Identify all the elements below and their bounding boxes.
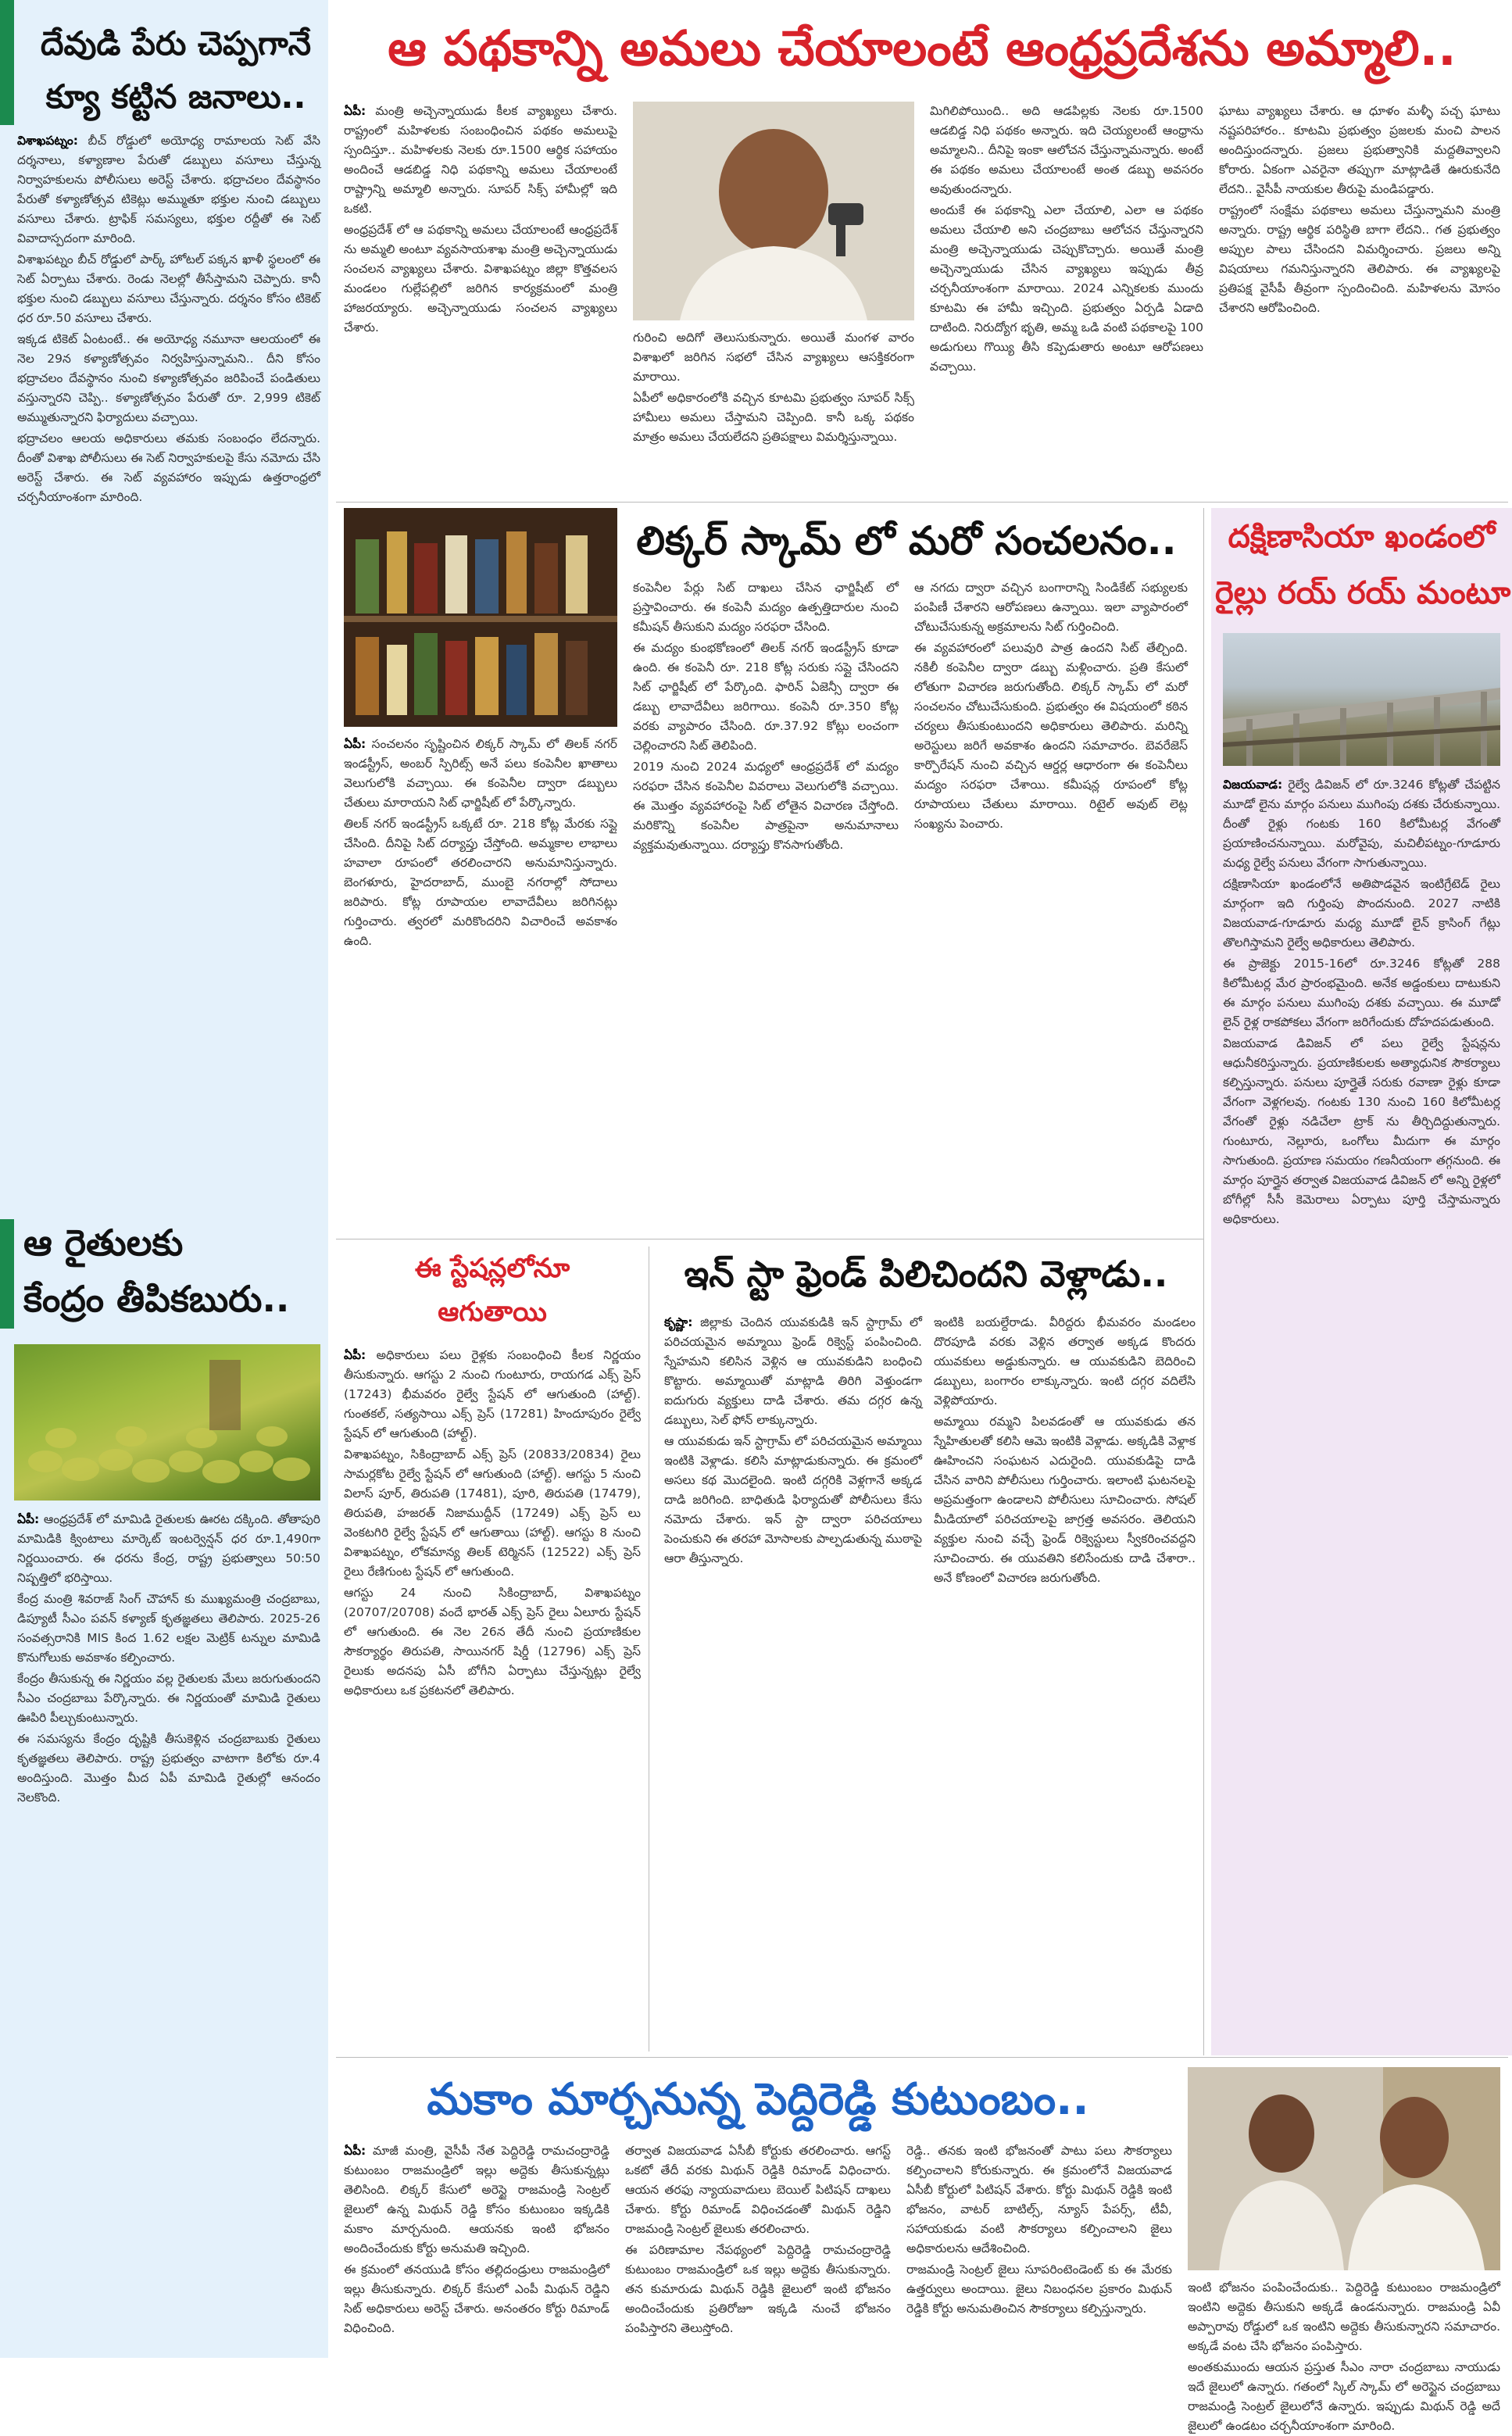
top-para: ఘాటు వ్యాఖ్యలు చేశారు. ఆ ధూళం మళ్ళీ పచ్చ ఘాటు నష్టపరిహారం.. కూటమి ప్రభుత్వం ప్రజలకు మంచి పాలన అందిస్తుందన్నారు. ప్రజలు ప్రభుత్వానికి మద్దతివ్వాలని కోరారు. ఏకంగా ఎవరైనా తప్పుగా మాట్లాడితే ఊరుకునేది లేదని.. వైసీపీ నాయకుల తీరుపై మండిపడ్డారు. bbox=[1219, 104, 1500, 196]
insta-para: జిల్లాకు చెందిన యువకుడికి ఇన్ స్టాగ్రామ్ లో పరిచయమైన అమ్మాయి ఫ్రెండ్ రిక్వెస్ట్ పంపించింది. స్నేహమని కలిసిన వెళ్లిన ఆ యువకుడిని బంధించి కొట్టారు. అమ్మాయితో మాట్లాడి తిరిగి వెళ్తుండగా ఐదుగురు వ్యక్తులు దాడి చేశారు. తమ దగ్గర ఉన్న డబ్బులు, సెల్ ఫోన్ లాక్కున్నారు. bbox=[664, 1315, 922, 1427]
story2-para: కేంద్ర మంత్రి శివరాజ్ సింగ్ చౌహాన్ కు ముఖ్యమంత్రి చంద్రబాబు, డిప్యూటీ సీఎం పవన్ కళ్యాణ్ కృతజ్ఞతలు తెలిపారు. 2025-26 సంవత్సరానికి MIS కింద 1.62 లక్షల మెట్రిక్ టన్నుల మామిడి కొనుగోలుకు అవకాశం కల్పించారు. bbox=[17, 1592, 320, 1665]
peddireddy-para: ఈ క్రమంలో తనయుడి కోసం తల్లిదండ్రులు రాజమండ్రిలో ఇల్లు తీసుకున్నారు. లిక్కర్ కేసులో ఎంపీ మిథున్ రెడ్డిని సిట్ అధికారులు అరెస్ట్ చేశారు. అనంతరం కోర్టు రిమాండ్ విధించింది. bbox=[344, 2263, 609, 2335]
peddireddy-para: తర్వాత విజయవాడ ఏసీబీ కోర్టుకు తరలించారు. ఆగస్ట్ ఒకటో తేదీ వరకు మిథున్ రెడ్డికి రిమాండ్ విధించారు. ఆయన తరఫు న్యాయవాదులు బెయిల్ పిటిషన్ దాఖలు చేశారు. కోర్టు రిమాండ్ విధించడంతో మిథున్ రెడ్డిని రాజమండ్రి సెంట్రల్ జైలుకు తరలించారు. bbox=[625, 2144, 891, 2236]
story1-dateline: విశాఖపట్నం: bbox=[17, 134, 78, 148]
railway-para: ఈ ప్రాజెక్టు 2015-16లో రూ.3246 కోట్లతో 288 కిలోమీటర్ల మేర ప్రారంభమైంది. అనేక అడ్డంకులు దాటుకుని ఈ మార్గం పనులు ముగింపు దశకు వచ్చాయి. ఈ మూడో లైన్ రైళ్ల రాకపోకలు వేగంగా జరిగేందుకు దోహదపడుతుంది. bbox=[1223, 957, 1500, 1029]
mango-heap-icon bbox=[14, 1344, 320, 1501]
top-col1 bbox=[344, 102, 617, 492]
top-dateline: ఏపీ: bbox=[344, 104, 366, 118]
story2-dateline: ఏపీ: bbox=[17, 1512, 40, 1526]
top-para: మిగిలిపోయింది.. అది ఆడపిల్లకు నెలకు రూ.1500 ఆడబిడ్డ నిధి పథకం అన్నారు. ఇది చెయ్యలంటే ఆంధ్రాను అమ్మాలని.. దీనిపై ఇంకా ఆలోచన చేస్తున్నామన్నారు. అంటే ఈ పథకం అమలు చేయాలంటే అంత డబ్బు అవసరం అవుతుందన్నారు. bbox=[930, 104, 1203, 196]
peddireddy-para: రాజమండ్రి సెంట్రల్ జైలు సూపరింటెండెంట్ కు ఈ మేరకు ఉత్తర్వులు అందాయి. జైలు నిబంధనల ప్రకారం మిథున్ రెడ్డికి కోర్టు అనుమతించిన సౌకర్యాలు కల్పిస్తున్నారు. bbox=[906, 2263, 1172, 2316]
liquor-para: ఈ వ్యవహారంలో పలువురి పాత్ర ఉందని సిట్ తేల్చింది. నకిలీ కంపెనీల ద్వారా డబ్బు మళ్లించారు. ప్రతి కేసులో లోతుగా విచారణ జరుగుతోంది. లిక్కర్ స్కామ్ లో మరో సంచలనం చోటుచేసుకుంది. ప్రభుత్వం ఈ విషయంలో కఠిన చర్యలు తీసుకుంటుందని అధికారులు తెలిపారు. మరిన్ని అరెస్టులు జరిగే అవకాశం ఉందని సమాచారం. బెవరేజెస్ కార్పొరేషన్ నుంచి వచ్చిన ఆర్డర్ల ఆధారంగా ఈ కంపెనీలు మద్యం సరఫరా చేశాయి. కమీషన్ల రూపంలో కోట్ల రూపాయలు చేతులు మారాయి. రిటైల్ అవుట్ లెట్ల సంఖ్యను పెంచారు. bbox=[914, 641, 1188, 831]
peddireddy-family-photo bbox=[1188, 2067, 1500, 2270]
top-para: రాష్ట్రంలో సంక్షేమ పథకాలు అమలు చేస్తున్నామని మంత్రి అన్నారు. రాష్ట్ర ఆర్థిక పరిస్థితి బాగా లేదని.. గత ప్రభుత్వం అప్పుల పాలు చేసిందని విమర్శించారు. ప్రజలు అన్ని విషయాలు గమనిస్తున్నారని తెలిపారు. ఈ వ్యాఖ్యలపై ప్రతిపక్ష వైసీపీ తీవ్రంగా స్పందించింది. మహిళలను మోసం చేశారని ఆరోపించింది. bbox=[1219, 203, 1500, 315]
insta-para: ఇంటికి బయల్దేరాడు. వీరిద్దరు భీమవరం మండలం దొరపూడి వరకు వెళ్లిన తర్వాత అక్కడ కొందరు యువకులు అడ్డుకున్నారు. ఆ యువకుడిని బెదిరించి డబ్బులు, బంగారం లాక్కున్నారు. ఇంటి దగ్గర వదిలేసి వెళ్లిపోయారు. bbox=[934, 1315, 1196, 1408]
liquor-para: తిలక్ నగర్ ఇండస్ట్రీస్ ఒక్కటే రూ. 218 కోట్ల మేరకు సప్లై చేసింది. దీనిపై సిట్ దర్యాప్తు చేస్తోంది. అమ్మకాల లాభాలు హవాలా రూపంలో తరలించారని అనుమానిస్తున్నారు. బెంగళూరు, హైదరాబాద్, ముంబై నగరాల్లో సోదాలు జరిపారు. కోట్ల రూపాయల లావాదేవీలు జరిగినట్లు గుర్తించారు. త్వరలో మరికొందరిని విచారించే అవకాశం ఉంది. bbox=[344, 817, 617, 948]
stations-para: ఆగస్టు 24 నుంచి సికింద్రాబాద్, విశాఖపట్నం (20707/20708) వందే భారత్ ఎక్స్ ప్రెస్ రైలు ఏలూరు స్టేషన్ లో ఆగుతుంది. ఈ నెల 26న తేదీ నుంచి ప్రయాణికుల సౌకర్యార్థం తిరుపతి, సాయినగర్ షిర్డీ (12796) ఎక్స్ ప్రెస్ రైలుకు అదనపు ఏసీ బోగీని ఏర్పాటు చేస్తున్నట్లు రైల్వే అధికారులు ఒక ప్రకటనలో తెలిపారు. bbox=[344, 1586, 641, 1697]
peddireddy-para: ఇంటి భోజనం పంపించేందుకు.. పెద్దిరెడ్డి కుటుంబం రాజమండ్రిలో ఇంటిని అద్దెకు తీసుకుని అక్కడే ఉండనున్నారు. రాజమండ్రి ఏవీ అప్పారావు రోడ్డులో ఒక ఇంటిని అద్దెకు తీసుకున్నారని సమాచారం. అక్కడే వంట చేసి భోజనం పంపిస్తారు. bbox=[1188, 2280, 1500, 2353]
stations-headline-line2: ఆగుతాయి bbox=[438, 1297, 547, 1328]
insta-para: అమ్మాయి రమ్మని పిలవడంతో ఆ యువకుడు తన స్నేహితులతో కలిసి ఆమె ఇంటికి వెళ్లాడు. అక్కడికి వెళ్లాక ఊహించని సంఘటన ఎదురైంది. యువకుడిపై దాడి చేసిన వారిని పోలీసులు గుర్తించారు. ఇలాంటి ఘటనలపై అప్రమత్తంగా ఉండాలని పోలీసులు సూచించారు. సోషల్ మీడియాలో పరిచయాలపై జాగ్రత్త అవసరం. తెలియని వ్యక్తుల నుంచి వచ్చే ఫ్రెండ్ రిక్వెస్టులు స్వీకరించవద్దని సూచించారు. ఈ యువతిని కలిసేందుకు దాడి చేశారా.. అనే కోణంలో విచారణ జరుగుతోంది. bbox=[934, 1415, 1196, 1585]
insta-col1 bbox=[664, 1313, 922, 2040]
top-col3 bbox=[930, 102, 1203, 492]
peddireddy-para: అంతకుముందు ఆయన ప్రస్తుత సీఎం నారా చంద్రబాబు నాయుడు ఇదే జైలులో ఉన్నారు. గతంలో స్కిల్ స్కామ్ లో అరెస్టైన చంద్రబాబు రాజమండ్రి సెంట్రల్ జైలులోనే ఉన్నారు. ఇప్పుడు మిథున్ రెడ్డి అదే జైలులో ఉండటం చర్చనీయాంశంగా మారింది. bbox=[1188, 2360, 1500, 2433]
minister-portrait-photo bbox=[633, 102, 914, 320]
top-para: అందుకే ఈ పథకాన్ని ఎలా చేయాలి, ఎలా ఆ పథకం అమలు చేయాలి అని చంద్రబాబు ఆలోచన చేస్తున్నారని మంత్రి అచ్చెన్నాయుడు చెప్పుకొచ్చారు. అయితే మంత్రి అచ్చెన్నాయుడు చేసిన వ్యాఖ్యలు ఇప్పుడు తీవ్ర చర్చనీయాంశంగా మారాయి. 2024 ఎన్నికలకు ముందు కూటమి ఈ హామీ ఇచ్చింది. ప్రభుత్వం ఏర్పడి ఏడాది దాటింది. నిరుద్యోగ భృతి, అమ్మ ఒడి వంటి పథకాలపై 100 అడుగులు గొయ్యి తీసి కప్పెడుతారు అంటూ ఆరోపణలు వచ్చాయి. bbox=[930, 203, 1203, 374]
story2-headline-line2: కేంద్రం తీపికబురు.. bbox=[23, 1278, 290, 1320]
story2-para: ఆంధ్రప్రదేశ్ లో మామిడి రైతులకు ఊరట దక్కింది. తోతాపురి మామిడికి క్వింటాలు మార్కెట్ ఇంటర్వెన్షన్ ధర రూ.1,490గా నిర్ణయించారు. ఈ ధరను కేంద్ర, రాష్ట్ర ప్రభుత్వాలు 50:50 నిష్పత్తిలో భరిస్తాయి. bbox=[17, 1512, 320, 1585]
top-col4 bbox=[1219, 102, 1500, 492]
story1-para: విశాఖపట్నం బీచ్ రోడ్డులో పార్క్ హోటల్ పక్కన ఖాళీ స్థలంలో ఈ సెట్ ఏర్పాటు చేశారు. రెండు నెలల్లో తీసేస్తామని చెప్పారు. కానీ భక్తుల నుంచి డబ్బులు వసూలు చేస్తున్నారు. దర్శనం కోసం టికెట్ ధర రూ.50 వసూలు చేశారు. bbox=[17, 252, 320, 325]
peddireddy-family-icon bbox=[1188, 2067, 1500, 2270]
railway-dateline: విజయవాడ: bbox=[1223, 778, 1283, 792]
peddireddy-headline: మకాం మార్చనున్న పెద్దిరెడ్డి కుటుంబం.. bbox=[427, 2074, 1089, 2125]
story1-para: బీచ్ రోడ్డులో అయోధ్య రామాలయ సెట్ వేసి దర్శనాలు, కళ్యాణాల పేరుతో డబ్బులు వసూలు చేస్తున్న నిర్వాహకులను పోలీసులు అరెస్ట్ చేశారు. భద్రాచలం దేవస్థానం పేరుతో కళ్యాణోత్సవ టికెట్లు అమ్ముతూ భక్తుల నుంచి డబ్బులు వసూలు చేశారు. ట్రాఫిక్ సమస్యలు, భక్తుల రద్దీతో ఈ సెట్ వివాదాస్పదంగా మారింది. bbox=[17, 134, 320, 245]
peddireddy-para: ఈ పరిణామాల నేపథ్యంలో పెద్దిరెడ్డి రామచంద్రారెడ్డి కుటుంబం రాజమండ్రిలో ఒక ఇల్లు అద్దెకు తీసుకున్నారు. తన కుమారుడు మిథున్ రెడ్డికి జైలులో ఇంటి భోజనం అందించేందుకు ప్రతిరోజూ ఇక్కడి నుంచే భోజనం పంపిస్తారని తెలుస్తోంది. bbox=[625, 2243, 891, 2335]
story1-headline-line2: క్యూ కట్టిన జనాలు.. bbox=[45, 77, 306, 116]
railway-body bbox=[1223, 775, 1500, 2041]
top-headline: ఆ పథకాన్ని అమలు చేయాలంటే ఆంధ్రప్రదేశను అమ్మాలి.. bbox=[388, 20, 1457, 77]
liquor-bottles-icon bbox=[344, 508, 617, 727]
stations-headline-line1: ఈ స్టేషన్లలోనూ bbox=[414, 1253, 570, 1284]
divider-v-liquor bbox=[1203, 508, 1204, 2055]
story2-body bbox=[17, 1510, 320, 2338]
stations-dateline: ఏపీ: bbox=[344, 1348, 366, 1362]
peddireddy-col1 bbox=[344, 2141, 609, 2352]
railway-para: దక్షిణాసియా ఖండంలోనే అతిపొడవైన ఇంటిగ్రేటెడ్ రైలు మార్గంగా ఇది గుర్తింపు పొందనుంది. 2027 నాటికి విజయవాడ-గూడూరు మధ్య మూడో లైన్ క్రాసింగ్ గేట్లు తొలగిస్తామని రైల్వే అధికారులు తెలిపారు. bbox=[1223, 877, 1500, 950]
story1-para: భద్రాచలం ఆలయ అధికారులు తమకు సంబంధం లేదన్నారు. దీంతో విశాఖ పోలీసులు ఈ సెట్ నిర్వాహకులపై కేసు నమోదు చేసి అరెస్ట్ చేశారు. ఈ సెట్ వ్యవహారం ఇప్పుడు ఉత్తరాంధ్రలో చర్చనీయాంశంగా మారింది. bbox=[17, 431, 320, 504]
liquor-col2 bbox=[633, 578, 899, 1235]
peddireddy-dateline: ఏపీ: bbox=[344, 2144, 366, 2158]
liquor-headline: లిక్కర్ స్కామ్ లో మరో సంచలనం.. bbox=[636, 518, 1177, 563]
peddireddy-col4 bbox=[1188, 2278, 1500, 2433]
insta-col2 bbox=[934, 1313, 1196, 2040]
story2-headline-line1: ఆ రైతులకు bbox=[23, 1222, 184, 1264]
story1-para: ఇక్కడ టికెట్ ఏంటంటే.. ఈ అయోధ్య నమూనా ఆలయంలో ఈ నెల 29న కళ్యాణోత్సవం నిర్వహిస్తున్నామని.. దీని కోసం భద్రాచలం దేవస్థానం నుంచి కళ్యాణోత్సవం జరిపించే పండితులు వస్తున్నారని చెప్పి.. కళ్యాణోత్సవం పేరుతో రూ. 2,999 టికెట్ అమ్ముతున్నారని ఫిర్యాదులు వచ్చాయి. bbox=[17, 332, 320, 424]
top-para: అంధ్రప్రదేశ్ లో ఆ పథకాన్ని అమలు చేయాలంటే ఆంధ్రప్రదేశ్ ను అమ్మలి అంటూ వ్యవసాయశాఖ మంత్రి అచ్చెన్నాయుడు సంచలన వ్యాఖ్యలు చేశారు. విశాఖపట్నం జిల్లా కొత్తవలస మండలం గుల్లేపల్లిలో జరిగిన కార్యక్రమంలో మంత్రి హాజరయ్యారు. అచ్చెన్నాయుడు సంచలన వ్యాఖ్యలు చేశారు. bbox=[344, 223, 617, 334]
peddireddy-para: మాజీ మంత్రి, వైసీపీ నేత పెద్దిరెడ్డి రామచంద్రారెడ్డి కుటుంబం రాజమండ్రిలో ఇల్లు అద్దెకు తీసుకున్నట్లు తెలిసింది. లిక్కర్ కేసులో అరెస్టై రాజమండ్రి సెంట్రల్ జైలులో ఉన్న మిథున్ రెడ్డి కోసం కుటుంబం ఇక్కడికి మకాం మార్చనుంది. ఆయనకు ఇంటి భోజనం అందించేందుకు కోర్టు అనుమతి ఇచ్చింది. bbox=[344, 2144, 609, 2255]
insta-headline: ఇన్ స్టా ఫ్రెండ్ పిలిచిందని వెళ్లాడు.. bbox=[684, 1253, 1168, 1295]
minister-portrait-icon bbox=[633, 102, 914, 320]
top-para: మంత్రి అచ్చెన్నాయుడు కీలక వ్యాఖ్యలు చేశారు. రాష్ట్రంలో మహిళలకు సంబంధించిన పథకం అమలుపై స్పందిస్తూ.. మహిళలకు నెలకు రూ.1500 ఆర్థిక సహాయం అందించే ఆడబిడ్డ నిధి పథకాన్ని అమలు చేయాలంటే రాష్ట్రాన్ని అమ్మాలి అన్నారు. సూపర్ సిక్స్ హామీల్లో ఇది ఒకటి. bbox=[344, 104, 617, 216]
liquor-para: 2019 నుంచి 2024 మధ్యలో ఆంధ్రప్రదేశ్ లో మద్యం సరఫరా చేసిన కంపెనీల వివరాలు వెలుగులోకి వచ్చాయి. ఈ మొత్తం వ్యవహారంపై సిట్ లోతైన విచారణ చేస్తోంది. మరికొన్ని కంపెనీల పాత్రపైనా అనుమానాలు వ్యక్తమవుతున్నాయి. దర్యాప్తు కొనసాగుతోంది. bbox=[633, 760, 899, 852]
liquor-para: ఈ మద్యం కుంభకోణంలో తిలక్ నగర్ ఇండస్ట్రీస్ కూడా ఉంది. ఈ కంపెనీ రూ. 218 కోట్ల సరుకు సప్లై చేసిందని సిట్ ఛార్జిషీట్ లో పేర్కొంది. ఫారిన్ ఏజెన్సీ ద్వారా ఈ డబ్బు లావాదేవీలు జరిగాయి. కంపెనీ రూ.350 కోట్ల వరకు వ్యాపారం చేసింది. రూ.37.92 కోట్లు లంచంగా చెల్లించారని సిట్ తెలిపింది. bbox=[633, 641, 899, 753]
top-para: గురించి అదిగో తెలుసుకున్నారు. అయితే మంగళ వారం విశాఖలో జరిగిన సభలో చేసిన వ్యాఖ్యలు ఆసక్తికరంగా మారాయి. bbox=[633, 331, 914, 384]
railway-headline-line2: రైల్లు రయ్ రయ్ మంటూ bbox=[1215, 575, 1511, 611]
story1-body bbox=[17, 131, 320, 1210]
mango-heap-photo bbox=[14, 1344, 320, 1501]
liquor-col1 bbox=[344, 735, 617, 1235]
peddireddy-col3 bbox=[906, 2141, 1172, 2352]
liquor-dateline: ఏపీ: bbox=[344, 737, 366, 751]
peddireddy-para: రెడ్డి.. తనకు ఇంటి భోజనంతో పాటు పలు సౌకర్యాలు కల్పించాలని కోరుకున్నారు. ఈ క్రమంలోనే విజయవాడ ఏసీబీ కోర్టులో పిటిషన్ వేశారు. కోర్టు మిథున్ రెడ్డికి ఇంటి భోజనం, వాటర్ బాటిల్స్, న్యూస్ పేపర్స్, టీవీ, సహాయకుడు వంటి సౌకర్యాలు కల్పించాలని జైలు అధికారులను ఆదేశించింది. bbox=[906, 2144, 1172, 2255]
insta-para: ఆ యువకుడు ఇన్ స్టాగ్రామ్ లో పరిచయమైన అమ్మాయి ఇంటికి వెళ్లాడు. కలిసి మాట్లాడుకున్నారు. ఈ క్రమంలో అసలు కథ మొదలైంది. ఇంటి దగ్గరికి వెళ్లగానే అక్కడ దాడి జరిగింది. బాధితుడి ఫిర్యాదుతో పోలీసులు కేసు నమోదు చేశారు. ఇన్ స్టా ద్వారా పరిచయాలు పెంచుకుని ఈ తరహా మోసాలకు పాల్పడుతున్న ముఠాపై ఆరా తీస్తున్నారు. bbox=[664, 1434, 922, 1565]
left-accent-bar-top bbox=[0, 0, 14, 125]
liquor-bottles-photo bbox=[344, 508, 617, 727]
divider-bottom bbox=[336, 2057, 1508, 2058]
insta-dateline: కృష్ణా: bbox=[664, 1315, 693, 1329]
liquor-col3 bbox=[914, 578, 1188, 1235]
story2-para: ఈ సమస్యను కేంద్రం దృష్టికి తీసుకెళ్లిన చంద్రబాబుకు రైతులు కృతజ్ఞతలు తెలిపారు. రాష్ట్ర ప్రభుత్వం వాటాగా కిలోకు రూ.4 అందిస్తుంది. మొత్తం మీద ఏపీ మామిడి రైతుల్లో ఆనందం నెలకొంది. bbox=[17, 1732, 320, 1805]
stations-body bbox=[344, 1346, 641, 2034]
divider-top bbox=[336, 502, 1508, 503]
liquor-para: ఆ నగదు ద్వారా వచ్చిన బంగారాన్ని సిండికేట్ సభ్యులకు పంపిణీ చేశారని ఆరోపణలు ఉన్నాయి. ఇలా వ్యాపారంలో చోటుచేసుకున్న అక్రమాలను సిట్ గుర్తించింది. bbox=[914, 581, 1188, 634]
stations-para: విశాఖపట్నం, సికింద్రాబాద్ ఎక్స్ ప్రెస్ (20833/20834) రైలు సామర్లకోట రైల్వే స్టేషన్ లో ఆగుతుంది (హాల్ట్). ఆగస్టు 5 నుంచి విలాస్ పూర్, తిరుపతి (17481), పూరి, తిరుపతి (17479), తిరుపతి, హజరత్ నిజాముద్దీన్ (17249) ఎక్స్ ప్రెస్ లు వెంకటగిరి రైల్వే స్టేషన్ లో ఆగుతాయి (హాల్ట్). ఆగస్టు 8 నుంచి విశాఖపట్నం, లోకమాన్య తిలక్ టెర్మినస్ (12522) ఎక్స్ ప్రెస్ రైలు రేణిగుంట స్టేషన్ లో ఆగుతుంది. bbox=[344, 1447, 641, 1579]
railway-bridge-photo bbox=[1223, 633, 1500, 766]
railway-para: రైల్వే డివిజన్ లో రూ.3246 కోట్లతో చేపట్టిన మూడో లైను మార్గం పనులు ముగింపు దశకు చేరుకున్నాయి. దీంతో రైళ్లు గంటకు 160 కిలోమీటర్ల వేగంతో ప్రయాణించనున్నాయి. మరోవైపు, మచిలీపట్నం-గూడూరు మధ్య రైల్వే పనులు వేగంగా సాగుతున్నాయి. bbox=[1223, 778, 1500, 870]
story2-para: కేంద్రం తీసుకున్న ఈ నిర్ణయం వల్ల రైతులకు మేలు జరుగుతుందని సీఎం చంద్రబాబు పేర్కొన్నారు. ఈ నిర్ణయంతో మామిడి రైతులు ఊపిరి పీల్చుకుంటున్నారు. bbox=[17, 1672, 320, 1725]
peddireddy-col2 bbox=[625, 2141, 891, 2352]
railway-para: విజయవాడ డివిజన్ లో పలు రైల్వే స్టేషన్లను ఆధునీకరిస్తున్నారు. ప్రయాణికులకు అత్యాధునిక సౌకర్యాలు కల్పిస్తున్నారు. పనులు పూర్తైతే సరుకు రవాణా రైళ్లు కూడా వేగంగా వెళ్లగలవు. గంటకు 130 నుంచి 160 కిలోమీటర్ల వేగంతో రైళ్లు నడిచేలా ట్రాక్ ను తీర్చిదిద్దుతున్నారు. గుంటూరు, నెల్లూరు, ఒంగోలు మీదుగా ఈ మార్గం సాగుతుంది. ప్రయాణ సమయం గణనీయంగా తగ్గనుంది. ఈ మార్గం పూర్తైన తర్వాత విజయవాడ డివిజన్ లో అన్ని రైళ్లలో బోగీల్లో సీసీ కెమెరాలు ఏర్పాటు పూర్తి చేస్తామన్నారు అధికారులు. bbox=[1223, 1036, 1500, 1226]
railway-bridge-icon bbox=[1223, 633, 1500, 766]
story1-headline-line1: దేవుడి పేరు చెప్పగానే bbox=[40, 24, 312, 63]
left-accent-bar-mid bbox=[0, 1219, 14, 1329]
stations-para: అధికారులు పలు రైళ్లకు సంబంధించి కీలక నిర్ణయం తీసుకున్నారు. ఆగస్టు 2 నుంచి గుంటూరు, రాయగడ ఎక్స్ ప్రెస్ (17243) భీమవరం రైల్వే స్టేషన్ లో ఆగుతుంది (హాల్ట్). గుంతకల్, సత్యసాయి ఎక్స్ ప్రెస్ (17281) హిందూపురం రైల్వే స్టేషన్ లో ఆగుతుంది (హాల్ట్). bbox=[344, 1348, 641, 1440]
liquor-para: కంపెనీల పేర్లు సిట్ దాఖలు చేసిన ఛార్జిషీట్ లో ప్రస్తావించారు. ఈ కంపెనీ మద్యం ఉత్పత్తిదారుల నుంచి కమీషన్ తీసుకుని మద్యం సరఫరా చేసింది. bbox=[633, 581, 899, 634]
top-para: ఏపీలో అధికారంలోకి వచ్చిన కూటమి ప్రభుత్వం సూపర్ సిక్స్ హామీలు అమలు చేస్తామని చెప్పింది. కానీ ఒక్క పథకం మాత్రం అమలు చేయలేదని ప్రతిపక్షాలు విమర్శిస్తున్నాయి. bbox=[633, 391, 914, 444]
liquor-para: సంచలనం సృష్టించిన లిక్కర్ స్కామ్ లో తిలక్ నగర్ ఇండస్ట్రీస్, అంబర్ స్పిరిట్స్ అనే పలు కంపెనీల ఖాతాలు వెలుగులోకి వచ్చాయి. ఈ కంపెనీల ద్వారా డబ్బులు చేతులు మారాయని సిట్ ఛార్జిషీట్ లో పేర్కొన్నారు. bbox=[344, 737, 617, 810]
top-col2 bbox=[633, 328, 914, 492]
railway-headline-line1: దక్షిణాసియా ఖండంలో bbox=[1228, 519, 1496, 555]
